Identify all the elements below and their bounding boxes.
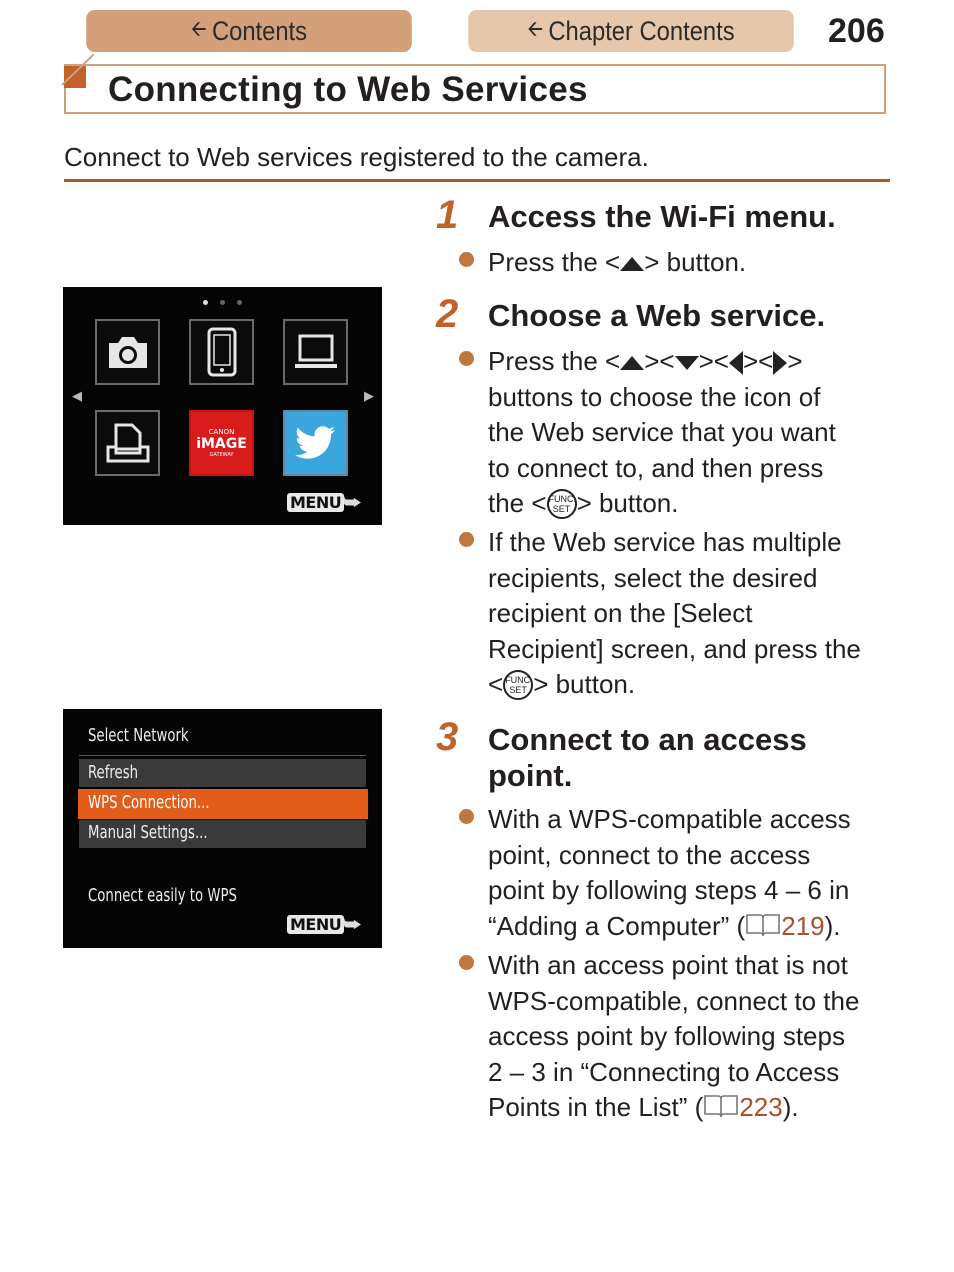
return-arrow-icon: ⮩ <box>343 490 362 514</box>
page-reference-link[interactable]: 223 <box>739 1092 783 1123</box>
step-heading: Choose a Web service. <box>488 298 826 333</box>
chapter-contents-label: Chapter Contents <box>548 15 735 46</box>
right-button-icon <box>773 351 787 375</box>
menu-button-icon: MENU <box>287 493 344 512</box>
func-set-button-icon: FUNC. SET <box>547 489 577 519</box>
step-text: With an access point that is not WPS-compatible, connect to the access point by following steps 2 – 3 in “Connecting to Access Points in the List” ( 223). <box>488 950 860 1123</box>
down-button-icon <box>675 356 699 370</box>
option-refresh-label: Refresh <box>88 762 139 783</box>
right-scroll-icon: ▶ <box>364 389 374 404</box>
menu-button-icon: MENU <box>287 915 344 934</box>
intro-text: Connect to Web services registered to the camera. <box>64 142 649 172</box>
step-number: 1 <box>436 193 459 237</box>
computer-icon[interactable] <box>283 319 348 385</box>
screen-hint: Connect easily to WPS <box>88 885 237 906</box>
bullet-icon <box>459 351 474 366</box>
bullet-icon <box>459 809 474 824</box>
page-title: Connecting to Web Services <box>108 70 588 109</box>
printer-icon[interactable] <box>95 410 160 476</box>
return-arrow-icon: ⮩ <box>343 912 362 936</box>
step-text: With a WPS-compatible access point, connect to the access point by following steps 4 – 6 in “Adding a Computer” ( 219). <box>488 804 851 941</box>
step-text: Press the < > button. <box>488 247 747 277</box>
func-set-button-icon: FUNC. SET <box>503 670 533 700</box>
page-dot <box>203 300 208 305</box>
contents-label: Contents <box>211 15 308 46</box>
page-reference-link[interactable]: 219 <box>781 910 825 941</box>
step-text: If the Web service has multiple recipients, select the desired recipient on the [Select Recipient] screen, and press the < FUNC. SET > button. <box>488 527 861 700</box>
up-button-icon <box>620 356 644 370</box>
bullet-icon <box>459 252 474 267</box>
contents-button[interactable] <box>86 10 412 52</box>
canon-image-gateway-icon[interactable]: CANON iMAGE GATEWAY <box>189 410 254 476</box>
page-dot <box>237 300 242 305</box>
page-number: 206 <box>828 12 885 50</box>
divider <box>64 179 890 182</box>
wifi-menu-screenshot <box>63 287 382 525</box>
step-heading: Connect to an access point. <box>488 722 807 793</box>
left-arrow-icon: 🡨 <box>190 16 207 41</box>
left-arrow-icon: 🡨 <box>527 16 544 41</box>
camera-icon[interactable] <box>95 319 160 385</box>
book-icon <box>745 912 781 938</box>
step-heading: Access the Wi-Fi menu. <box>488 199 836 234</box>
option-wps-label: WPS Connection... <box>88 792 210 813</box>
left-button-icon <box>729 351 743 375</box>
chapter-contents-button[interactable] <box>468 10 794 52</box>
option-manual-label: Manual Settings... <box>88 822 208 843</box>
bullet-icon <box>459 532 474 547</box>
bullet-icon <box>459 955 474 970</box>
smartphone-icon[interactable] <box>189 319 254 385</box>
select-network-screenshot <box>63 709 382 948</box>
left-scroll-icon: ◀ <box>72 389 82 404</box>
step-number: 3 <box>436 715 459 759</box>
step-number: 2 <box>436 292 459 336</box>
screen-title: Select Network <box>88 725 189 746</box>
page-dot <box>220 300 225 305</box>
screen-divider <box>79 755 366 756</box>
book-icon <box>703 1093 739 1119</box>
step-text: Press the < >< >< >< > buttons to choose the icon of the Web service that you want to connect to, and then press the < FUNC. SET > button. <box>488 346 836 519</box>
up-button-icon <box>620 257 644 271</box>
twitter-icon[interactable] <box>283 410 348 476</box>
